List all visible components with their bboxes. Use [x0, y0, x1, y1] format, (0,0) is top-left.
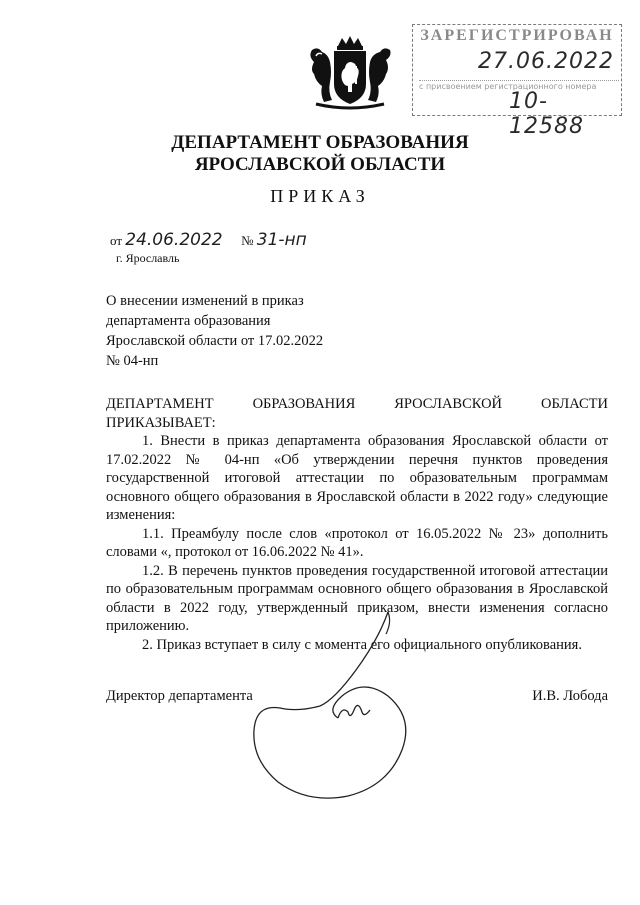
subject-line: Ярославской области от 17.02.2022 [106, 333, 324, 349]
order-title: ПРИКАЗ [270, 186, 370, 206]
order-city: г. Ярославль [116, 251, 180, 265]
department-title-line1: ДЕПАРТАМЕНТ ОБРАЗОВАНИЯ [171, 132, 469, 153]
registration-stamp [412, 24, 622, 139]
order-subject [106, 291, 366, 371]
stamp-date: 27.06.2022 [478, 49, 614, 74]
subject-line: департамента образования [106, 313, 271, 329]
handwritten-signature [238, 600, 428, 810]
signer-name: И.В. Лобода [532, 688, 608, 704]
stamp-caption: с присвоением регистрационного номера [419, 80, 619, 91]
order-date: 24.06.2022 [125, 230, 223, 250]
coat-of-arms-icon [300, 32, 400, 114]
body-heading-line2: ПРИКАЗЫВАЕТ: [106, 414, 216, 431]
signer-position: Директор департамента [106, 688, 253, 704]
body-paragraph-3: 1.2. В перечень пунктов проведения государственной итоговой аттестации по образовательным программам основного общего образования в Ярославской области в 2022 году, утвержденный приказом, внести изменения согласно приложению. [106, 562, 608, 634]
stamp-title: ЗАРЕГИСТРИРОВАН [420, 27, 614, 44]
department-title-line2: ЯРОСЛАВСКОЙ ОБЛАСТИ [194, 154, 446, 175]
body-paragraph-4: 2. Приказ вступает в силу с момента его официального опубликования. [142, 636, 582, 653]
body-paragraph-1: 1. Внести в приказ департамента образования Ярославской области от 17.02.2022 № 04-нп «Об утверждении перечня пунктов проведения государственной итоговой аттестации по образовательным программам основного общего образования в Ярославской области в 2022 году» следующие изменения: [106, 433, 608, 523]
subject-line: О внесении изменений в приказ [106, 293, 304, 309]
number-prefix: № [241, 233, 254, 248]
body-heading-line1: ДЕПАРТАМЕНТ ОБРАЗОВАНИЯ ЯРОСЛАВСКОЙ ОБЛАСТИ [106, 396, 608, 412]
date-prefix: от [110, 233, 123, 248]
order-date-line [110, 230, 307, 250]
order-number: 31-нп [256, 230, 307, 250]
stamp-number: 10-12588 [509, 89, 584, 139]
subject-line: № 04-нп [106, 353, 159, 369]
body-paragraph-2: 1.1. Преамбулу после слов «протокол от 16.05.2022 № 23» дополнить словами «, протокол от 16.06.2022 № 41». [106, 525, 608, 560]
